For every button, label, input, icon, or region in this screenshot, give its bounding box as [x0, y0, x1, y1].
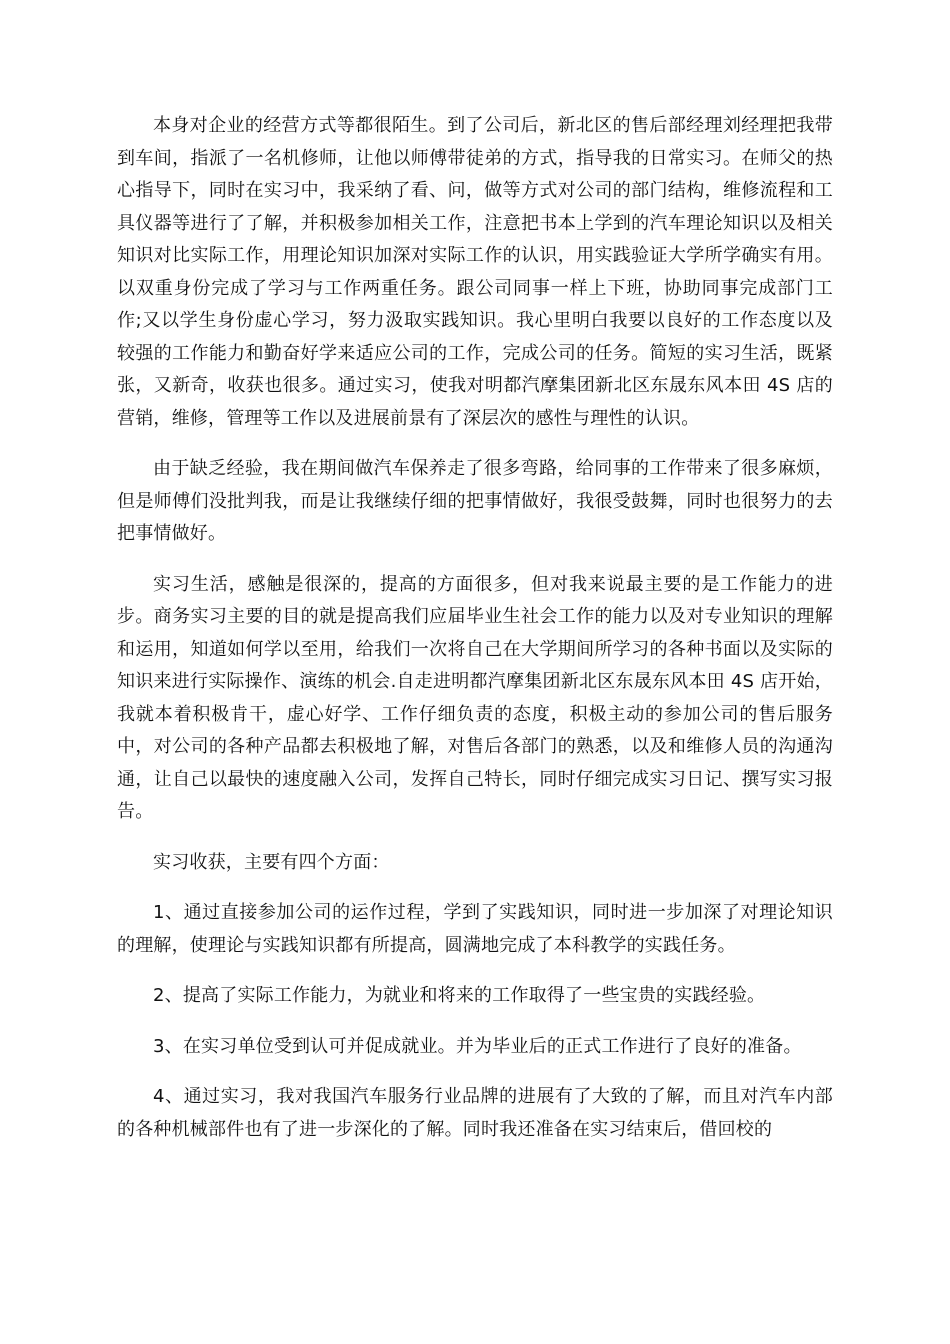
list-item-gain-1: 1、通过直接参加公司的运作过程，学到了实践知识，同时进一步加深了对理论知识的理解，使理论与实践知识都有所提高，圆满地完成了本科教学的实践任务。	[117, 902, 833, 956]
paragraph-internship-overview: 本身对企业的经营方式等都很陌生。到了公司后，新北区的售后部经理刘经理把我带到车间，指派了一名机修师，让他以师傅带徒弟的方式，指导我的日常实习。在师父的热心指导下，同时在实习中，我采纳了看、问，做等方式对公司的部门结构，维修流程和工具仪器等进行了了解，并积极参加相关工作，注意把书本上学到的汽车理论知识以及相关知识对比实际工作，用理论知识加深对实际工作的认识，用实践验证大学所学确实有用。以双重身份完成了学习与工作两重任务。跟公司同事一样上下班，协助同事完成部门工作;又以学生身份虚心学习，努力汲取实践知识。我心里明白我要以良好的工作态度以及较强的工作能力和勤奋好学来适应公司的工作，完成公司的任务。简短的实习生活，既紧张，又新奇，收获也很多。通过实习，使我对明都汽摩集团新北区东晟东风本田 4S 店的营销，维修，管理等工作以及进展前景有了深层次的感性与理性的认识。	[117, 115, 833, 429]
document-body	[117, 110, 833, 1164]
list-item-gain-4: 4、通过实习，我对我国汽车服务行业品牌的进展有了大致的了解，而且对汽车内部的各种机械部件也有了进一步深化的了解。同时我还准备在实习结束后，借回校的	[117, 1086, 833, 1140]
paragraph-gains-intro: 实习收获，主要有四个方面：	[153, 851, 390, 873]
paragraph-work-ability: 实习生活，感触是很深的，提高的方面很多，但对我来说最主要的是工作能力的进步。商务实习主要的目的就是提高我们应届毕业生社会工作的能力以及对专业知识的理解和运用，知道如何学以至用，给我们一次将自己在大学期间所学习的各种书面以及实际的知识来进行实际操作、演练的机会.自走进明都汽摩集团新北区东晟东风本田 4S 店开始，我就本着积极肯干，虚心好学、工作仔细负责的态度，积极主动的参加公司的售后服务中，对公司的各种产品都去积极地了解，对售后各部门的熟悉，以及和维修人员的沟通沟通，让自己以最快的速度融入公司，发挥自己特长，同时仔细完成实习日记、撰写实习报告。	[117, 573, 833, 822]
list-item-gain-3: 3、在实习单位受到认可并促成就业。并为毕业后的正式工作进行了良好的准备。	[153, 1035, 802, 1057]
list-item-gain-2: 2、提高了实际工作能力，为就业和将来的工作取得了一些宝贵的实践经验。	[153, 985, 766, 1006]
paragraph-lack-of-experience: 由于缺乏经验，我在期间做汽车保养走了很多弯路，给同事的工作带来了很多麻烦，但是师傅们没批判我，而是让我继续仔细的把事情做好，我很受鼓舞，同时也很努力的去把事情做好。	[117, 458, 833, 544]
